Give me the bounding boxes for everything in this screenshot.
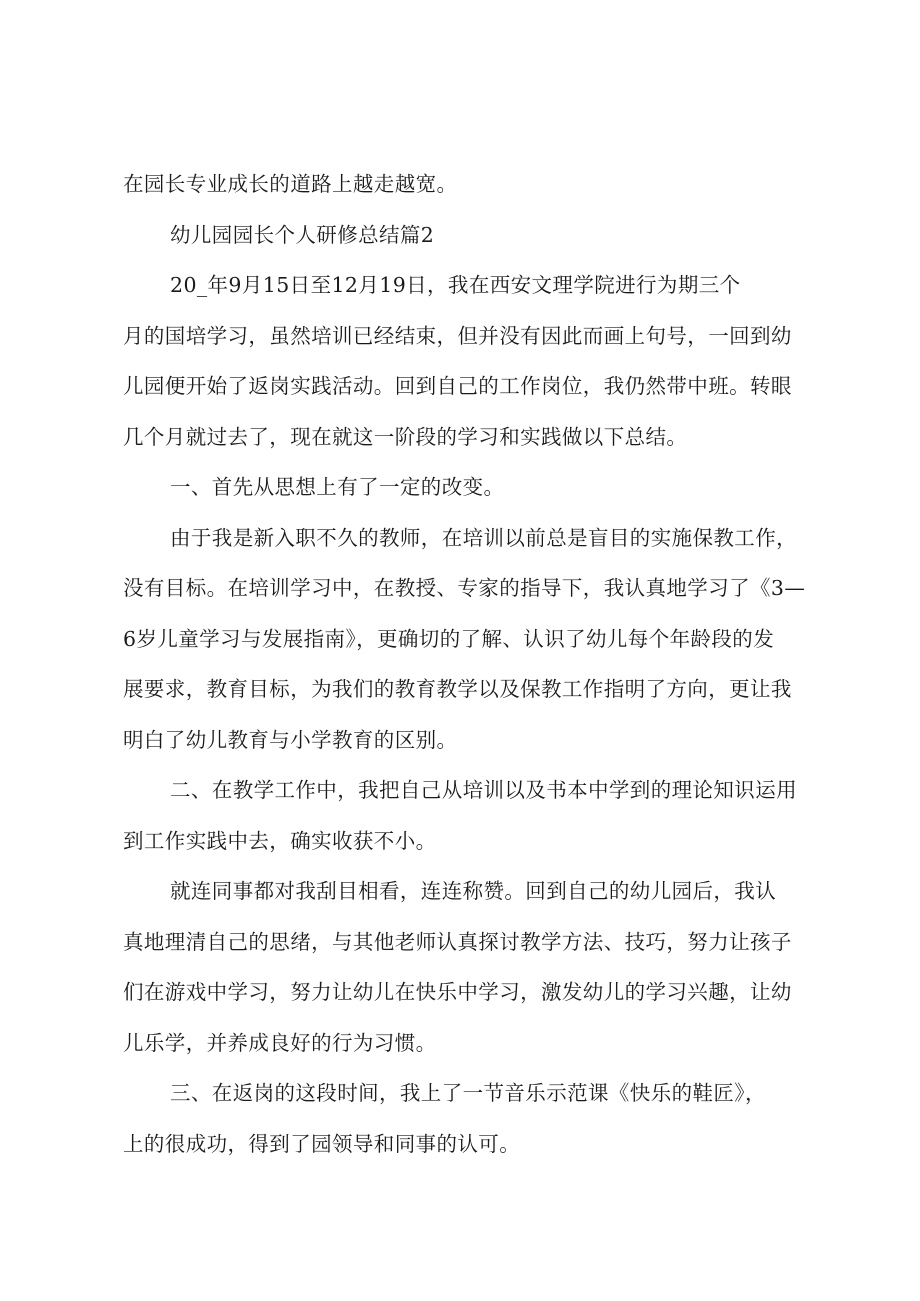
text-line: 就连同事都对我刮目相看，连连称赞。回到自己的幼儿园后，我认 [170,879,777,903]
text-line: 真地理清自己的思绪，与其他老师认真探讨教学方法、技巧，努力让孩子 [123,930,792,954]
text-line: 儿乐学，并养成良好的行为习惯。 [123,1031,437,1055]
text-line: 儿园便开始了返岗实践活动。回到自己的工作岗位，我仍然带中班。转眼 [123,374,792,398]
text-line: 在园长专业成长的道路上越走越宽。 [123,172,458,196]
text-line: 几个月就过去了，现在就这一阶段的学习和实践做以下总结。 [123,425,688,449]
text-line: 们在游戏中学习，努力让幼儿在快乐中学习，激发幼儿的学习兴趣，让幼 [123,980,792,1004]
text-line: 明白了幼儿教育与小学教育的区别。 [123,728,458,752]
list-heading: 三、在返岗的这段时间，我上了一节音乐示范课《快乐的鞋匠》， [170,1081,766,1105]
text-line: 上的很成功，得到了园领导和同事的认可。 [123,1132,521,1156]
section-heading: 幼儿园园长个人研修总结篇2 [170,223,435,247]
text-line: 由于我是新入职不久的教师，在培训以前总是盲目的实施保教工作， [170,526,797,550]
list-heading: 一、首先从思想上有了一定的改变。 [170,475,505,499]
text-line: 展要求，教育目标，为我们的教育教学以及保教工作指明了方向，更让我 [123,677,792,701]
text-line: 没有目标。在培训学习中，在教授、专家的指导下，我认真地学习了《3— [123,576,806,600]
text-line: 6岁儿童学习与发展指南》，更确切的了解、认识了幼儿每个年龄段的发 [123,627,775,651]
text-line: 20_年9月15日至12月19日，我在西安文理学院进行为期三个 [170,273,741,297]
text-line: 到工作实践中去，确实收获不小。 [123,829,437,853]
list-heading: 二、在教学工作中，我把自己从培训以及书本中学到的理论知识运用 [170,778,797,802]
text-line: 月的国培学习，虽然培训已经结束，但并没有因此而画上句号，一回到幼 [123,324,792,348]
